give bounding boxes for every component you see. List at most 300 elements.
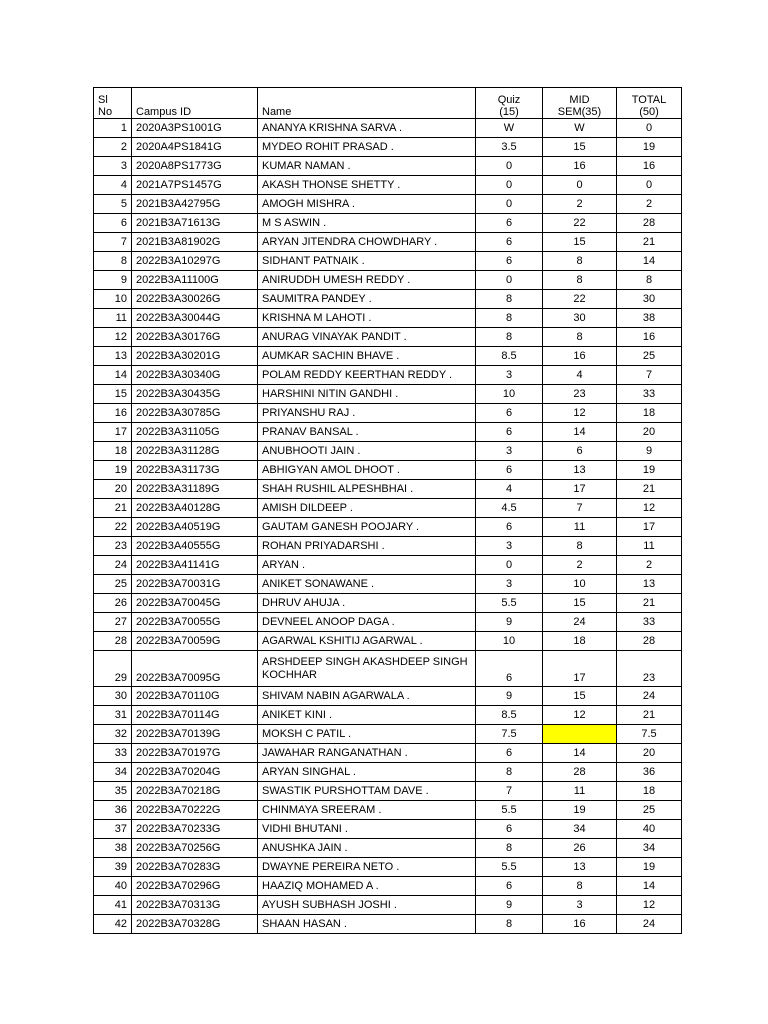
cell-quiz: 0	[476, 195, 543, 214]
table-row	[94, 480, 682, 499]
cell-name: PRIYANSHU RAJ .	[258, 404, 476, 423]
cell-mid-sem: 16	[543, 157, 617, 176]
table-row	[94, 309, 682, 328]
cell-campus-id: 2020A4PS1841G	[132, 138, 258, 157]
cell-mid-sem: 12	[543, 404, 617, 423]
cell-quiz: 9	[476, 613, 543, 632]
cell-mid-sem: 3	[543, 896, 617, 915]
cell-campus-id: 2022B3A70031G	[132, 575, 258, 594]
table-row	[94, 214, 682, 233]
cell-total: 21	[617, 594, 682, 613]
cell-campus-id: 2022B3A30026G	[132, 290, 258, 309]
cell-campus-id: 2022B3A30176G	[132, 328, 258, 347]
cell-sl-no: 33	[94, 744, 132, 763]
table-row	[94, 328, 682, 347]
cell-mid-sem: 10	[543, 575, 617, 594]
cell-sl-no: 15	[94, 385, 132, 404]
table-row	[94, 385, 682, 404]
col-header-sl-no	[94, 88, 132, 119]
cell-total: 21	[617, 706, 682, 725]
cell-sl-no: 5	[94, 195, 132, 214]
cell-quiz: 6	[476, 744, 543, 763]
cell-campus-id: 2022B3A10297G	[132, 252, 258, 271]
cell-campus-id: 2021B3A71613G	[132, 214, 258, 233]
cell-mid-sem: 15	[543, 233, 617, 252]
table-row	[94, 442, 682, 461]
cell-total: 34	[617, 839, 682, 858]
cell-sl-no: 30	[94, 687, 132, 706]
cell-name: DWAYNE PEREIRA NETO .	[258, 858, 476, 877]
cell-campus-id: 2022B3A40128G	[132, 499, 258, 518]
cell-sl-no: 9	[94, 271, 132, 290]
cell-sl-no: 34	[94, 763, 132, 782]
cell-mid-sem: 15	[543, 594, 617, 613]
cell-campus-id: 2020A3PS1001G	[132, 119, 258, 138]
cell-quiz: 6	[476, 518, 543, 537]
cell-quiz: 3.5	[476, 138, 543, 157]
cell-total: 17	[617, 518, 682, 537]
cell-quiz: 0	[476, 556, 543, 575]
cell-quiz: 3	[476, 366, 543, 385]
cell-sl-no: 14	[94, 366, 132, 385]
cell-campus-id: 2022B3A70139G	[132, 725, 258, 744]
cell-quiz: 6	[476, 214, 543, 233]
cell-campus-id: 2022B3A31128G	[132, 442, 258, 461]
cell-mid-sem: 14	[543, 423, 617, 442]
cell-mid-sem: 16	[543, 347, 617, 366]
cell-sl-no: 28	[94, 632, 132, 651]
table-row	[94, 499, 682, 518]
cell-mid-sem: 8	[543, 252, 617, 271]
cell-quiz: 0	[476, 157, 543, 176]
cell-campus-id: 2022B3A30785G	[132, 404, 258, 423]
cell-name: PRANAV BANSAL .	[258, 423, 476, 442]
cell-total: 24	[617, 915, 682, 934]
cell-campus-id: 2022B3A70204G	[132, 763, 258, 782]
cell-quiz: 3	[476, 442, 543, 461]
col-header-name	[258, 88, 476, 119]
cell-quiz: 8.5	[476, 706, 543, 725]
cell-quiz: 6	[476, 877, 543, 896]
cell-mid-sem: 15	[543, 687, 617, 706]
cell-sl-no: 41	[94, 896, 132, 915]
table-row	[94, 820, 682, 839]
cell-total: 23	[617, 651, 682, 687]
cell-mid-sem: 8	[543, 271, 617, 290]
cell-campus-id: 2022B3A30201G	[132, 347, 258, 366]
cell-total: 20	[617, 744, 682, 763]
table-row	[94, 252, 682, 271]
table-row	[94, 575, 682, 594]
cell-quiz: 10	[476, 385, 543, 404]
table-row	[94, 195, 682, 214]
total-header-line1: TOTAL	[631, 94, 667, 106]
cell-name: AGARWAL KSHITIJ AGARWAL .	[258, 632, 476, 651]
table-row	[94, 518, 682, 537]
cell-sl-no: 10	[94, 290, 132, 309]
grade-rows	[94, 119, 682, 934]
cell-name: JAWAHAR RANGANATHAN .	[258, 744, 476, 763]
cell-name: AMISH DILDEEP .	[258, 499, 476, 518]
cell-sl-no: 23	[94, 537, 132, 556]
cell-sl-no: 39	[94, 858, 132, 877]
cell-mid-sem: 17	[543, 651, 617, 687]
table-row	[94, 290, 682, 309]
table-row	[94, 725, 682, 744]
cell-name: ANIKET SONAWANE .	[258, 575, 476, 594]
cell-sl-no: 31	[94, 706, 132, 725]
table-row	[94, 537, 682, 556]
cell-name: SWASTIK PURSHOTTAM DAVE .	[258, 782, 476, 801]
cell-name: HAAZIQ MOHAMED A .	[258, 877, 476, 896]
cell-total: 19	[617, 858, 682, 877]
name-header: Name	[262, 106, 292, 118]
cell-name: ARYAN SINGHAL .	[258, 763, 476, 782]
cell-mid-sem	[543, 725, 617, 744]
cell-name: AYUSH SUBHASH JOSHI .	[258, 896, 476, 915]
table-row	[94, 594, 682, 613]
cell-sl-no: 40	[94, 877, 132, 896]
table-row	[94, 744, 682, 763]
cell-quiz: 6	[476, 404, 543, 423]
cell-campus-id: 2020A8PS1773G	[132, 157, 258, 176]
col-header-quiz	[476, 88, 543, 119]
cell-quiz: 8	[476, 763, 543, 782]
table-row	[94, 877, 682, 896]
cell-name: MOKSH C PATIL .	[258, 725, 476, 744]
cell-campus-id: 2022B3A70114G	[132, 706, 258, 725]
cell-mid-sem: 4	[543, 366, 617, 385]
cell-mid-sem: 0	[543, 176, 617, 195]
cell-name: ANURAG VINAYAK PANDIT .	[258, 328, 476, 347]
cell-sl-no: 35	[94, 782, 132, 801]
cell-mid-sem: 24	[543, 613, 617, 632]
cell-campus-id: 2021A7PS1457G	[132, 176, 258, 195]
cell-sl-no: 7	[94, 233, 132, 252]
cell-mid-sem: 11	[543, 782, 617, 801]
grades-table	[93, 87, 682, 934]
cell-total: 19	[617, 461, 682, 480]
cell-total: 14	[617, 252, 682, 271]
cell-name: SHIVAM NABIN AGARWALA .	[258, 687, 476, 706]
cell-sl-no: 24	[94, 556, 132, 575]
cell-quiz: 8	[476, 328, 543, 347]
col-header-campus-id	[132, 88, 258, 119]
cell-total: 25	[617, 347, 682, 366]
cell-total: 33	[617, 613, 682, 632]
mid-header-line1: MID	[569, 94, 590, 106]
cell-total: 25	[617, 801, 682, 820]
cell-mid-sem: 17	[543, 480, 617, 499]
cell-name: ANUBHOOTI JAIN .	[258, 442, 476, 461]
table-row	[94, 763, 682, 782]
cell-name: M S ASWIN .	[258, 214, 476, 233]
cell-sl-no: 3	[94, 157, 132, 176]
cell-total: 38	[617, 309, 682, 328]
cell-total: 0	[617, 176, 682, 195]
cell-quiz: 8	[476, 309, 543, 328]
cell-total: 8	[617, 271, 682, 290]
cell-campus-id: 2022B3A40555G	[132, 537, 258, 556]
cell-sl-no: 12	[94, 328, 132, 347]
cell-mid-sem: 22	[543, 290, 617, 309]
cell-mid-sem: 30	[543, 309, 617, 328]
cell-sl-no: 26	[94, 594, 132, 613]
cell-name: KUMAR NAMAN .	[258, 157, 476, 176]
table-row	[94, 233, 682, 252]
cell-quiz: 0	[476, 271, 543, 290]
header-row	[94, 88, 682, 119]
table-row	[94, 632, 682, 651]
table-row	[94, 687, 682, 706]
cell-campus-id: 2022B3A30435G	[132, 385, 258, 404]
quiz-header-line1: Quiz	[497, 94, 521, 106]
cell-total: 7	[617, 366, 682, 385]
cell-campus-id: 2022B3A70222G	[132, 801, 258, 820]
cell-name: GAUTAM GANESH POOJARY .	[258, 518, 476, 537]
cell-quiz: 0	[476, 176, 543, 195]
cell-total: 2	[617, 195, 682, 214]
cell-sl-no: 25	[94, 575, 132, 594]
table-row	[94, 119, 682, 138]
cell-total: 21	[617, 480, 682, 499]
cell-mid-sem: 14	[543, 744, 617, 763]
cell-mid-sem: 13	[543, 858, 617, 877]
cell-name: POLAM REDDY KEERTHAN REDDY .	[258, 366, 476, 385]
cell-name: SHAAN HASAN .	[258, 915, 476, 934]
table-row	[94, 651, 682, 687]
cell-quiz: 9	[476, 896, 543, 915]
cell-total: 18	[617, 782, 682, 801]
cell-campus-id: 2022B3A70055G	[132, 613, 258, 632]
cell-mid-sem: 13	[543, 461, 617, 480]
cell-sl-no: 37	[94, 820, 132, 839]
cell-sl-no: 8	[94, 252, 132, 271]
cell-quiz: 6	[476, 461, 543, 480]
table-row	[94, 896, 682, 915]
cell-sl-no: 42	[94, 915, 132, 934]
cell-quiz: 3	[476, 575, 543, 594]
cell-campus-id: 2022B3A70218G	[132, 782, 258, 801]
cell-campus-id: 2022B3A40519G	[132, 518, 258, 537]
cell-total: 0	[617, 119, 682, 138]
cell-name: VIDHI BHUTANI .	[258, 820, 476, 839]
cell-mid-sem: 8	[543, 328, 617, 347]
cell-mid-sem: 23	[543, 385, 617, 404]
cell-sl-no: 18	[94, 442, 132, 461]
cell-name: ARYAN JITENDRA CHOWDHARY .	[258, 233, 476, 252]
cell-name: ARSHDEEP SINGH AKASHDEEP SINGH KOCHHAR	[258, 651, 476, 687]
cell-sl-no: 20	[94, 480, 132, 499]
cell-quiz: 8	[476, 839, 543, 858]
cell-total: 11	[617, 537, 682, 556]
cell-mid-sem: 6	[543, 442, 617, 461]
campus-id-header: Campus ID	[136, 106, 192, 118]
cell-quiz: 6	[476, 651, 543, 687]
cell-sl-no: 36	[94, 801, 132, 820]
cell-sl-no: 21	[94, 499, 132, 518]
cell-mid-sem: 16	[543, 915, 617, 934]
cell-quiz: 8	[476, 915, 543, 934]
cell-sl-no: 16	[94, 404, 132, 423]
cell-total: 28	[617, 632, 682, 651]
cell-campus-id: 2022B3A70095G	[132, 651, 258, 687]
table-row	[94, 461, 682, 480]
cell-sl-no: 13	[94, 347, 132, 366]
cell-quiz: 6	[476, 252, 543, 271]
cell-quiz: 7.5	[476, 725, 543, 744]
cell-campus-id: 2021B3A81902G	[132, 233, 258, 252]
cell-campus-id: 2022B3A30340G	[132, 366, 258, 385]
cell-name: CHINMAYA SREERAM .	[258, 801, 476, 820]
cell-name: AMOGH MISHRA .	[258, 195, 476, 214]
cell-campus-id: 2022B3A70296G	[132, 877, 258, 896]
cell-mid-sem: 12	[543, 706, 617, 725]
cell-total: 13	[617, 575, 682, 594]
cell-campus-id: 2022B3A70256G	[132, 839, 258, 858]
table-row	[94, 858, 682, 877]
cell-sl-no: 27	[94, 613, 132, 632]
cell-quiz: 7	[476, 782, 543, 801]
cell-name: ANUSHKA JAIN .	[258, 839, 476, 858]
cell-mid-sem: 26	[543, 839, 617, 858]
table-row	[94, 138, 682, 157]
mid-header-line2: SEM(35)	[557, 106, 602, 118]
cell-campus-id: 2022B3A70283G	[132, 858, 258, 877]
cell-total: 18	[617, 404, 682, 423]
cell-campus-id: 2022B3A70045G	[132, 594, 258, 613]
cell-mid-sem: 22	[543, 214, 617, 233]
cell-total: 28	[617, 214, 682, 233]
cell-campus-id: 2022B3A70233G	[132, 820, 258, 839]
cell-sl-no: 19	[94, 461, 132, 480]
table-row	[94, 782, 682, 801]
cell-total: 40	[617, 820, 682, 839]
cell-quiz: 3	[476, 537, 543, 556]
col-header-total	[617, 88, 682, 119]
cell-name: SIDHANT PATNAIK .	[258, 252, 476, 271]
cell-name: AUMKAR SACHIN BHAVE .	[258, 347, 476, 366]
cell-name: SHAH RUSHIL ALPESHBHAI .	[258, 480, 476, 499]
cell-campus-id: 2022B3A31105G	[132, 423, 258, 442]
cell-mid-sem: W	[543, 119, 617, 138]
cell-total: 7.5	[617, 725, 682, 744]
cell-quiz: 6	[476, 423, 543, 442]
table-row	[94, 613, 682, 632]
cell-name: MYDEO ROHIT PRASAD .	[258, 138, 476, 157]
col-header-mid-sem	[543, 88, 617, 119]
cell-quiz: 5.5	[476, 801, 543, 820]
table-row	[94, 556, 682, 575]
table-row	[94, 404, 682, 423]
quiz-header-line2: (15)	[499, 106, 519, 118]
cell-campus-id: 2022B3A70059G	[132, 632, 258, 651]
table-row	[94, 176, 682, 195]
cell-total: 12	[617, 896, 682, 915]
cell-campus-id: 2022B3A11100G	[132, 271, 258, 290]
cell-total: 24	[617, 687, 682, 706]
cell-quiz: 6	[476, 820, 543, 839]
cell-quiz: 8	[476, 290, 543, 309]
cell-campus-id: 2022B3A70328G	[132, 915, 258, 934]
sl-header-line2: No	[98, 106, 113, 118]
total-header-line2: (50)	[639, 106, 659, 118]
table-row	[94, 347, 682, 366]
cell-mid-sem: 18	[543, 632, 617, 651]
cell-campus-id: 2022B3A41141G	[132, 556, 258, 575]
cell-mid-sem: 28	[543, 763, 617, 782]
cell-campus-id: 2022B3A70313G	[132, 896, 258, 915]
cell-total: 21	[617, 233, 682, 252]
cell-mid-sem: 8	[543, 877, 617, 896]
table-row	[94, 839, 682, 858]
cell-mid-sem: 8	[543, 537, 617, 556]
table-row	[94, 366, 682, 385]
cell-mid-sem: 2	[543, 556, 617, 575]
cell-total: 16	[617, 328, 682, 347]
cell-total: 20	[617, 423, 682, 442]
cell-sl-no: 29	[94, 651, 132, 687]
cell-campus-id: 2022B3A31189G	[132, 480, 258, 499]
table-row	[94, 157, 682, 176]
cell-quiz: W	[476, 119, 543, 138]
table-row	[94, 706, 682, 725]
cell-quiz: 4.5	[476, 499, 543, 518]
cell-name: AKASH THONSE SHETTY .	[258, 176, 476, 195]
cell-quiz: 4	[476, 480, 543, 499]
cell-total: 2	[617, 556, 682, 575]
cell-quiz: 9	[476, 687, 543, 706]
cell-sl-no: 6	[94, 214, 132, 233]
cell-mid-sem: 7	[543, 499, 617, 518]
cell-campus-id: 2022B3A30044G	[132, 309, 258, 328]
table-row	[94, 915, 682, 934]
cell-mid-sem: 15	[543, 138, 617, 157]
sl-header-line1: Sl	[98, 94, 108, 106]
cell-total: 19	[617, 138, 682, 157]
cell-mid-sem: 34	[543, 820, 617, 839]
cell-name: HARSHINI NITIN GANDHI .	[258, 385, 476, 404]
cell-name: ANIKET KINI .	[258, 706, 476, 725]
cell-quiz: 10	[476, 632, 543, 651]
cell-name: KRISHNA M LAHOTI .	[258, 309, 476, 328]
cell-sl-no: 17	[94, 423, 132, 442]
cell-sl-no: 4	[94, 176, 132, 195]
cell-sl-no: 38	[94, 839, 132, 858]
cell-name: ABHIGYAN AMOL DHOOT .	[258, 461, 476, 480]
cell-campus-id: 2022B3A31173G	[132, 461, 258, 480]
cell-campus-id: 2022B3A70197G	[132, 744, 258, 763]
cell-total: 12	[617, 499, 682, 518]
cell-mid-sem: 2	[543, 195, 617, 214]
cell-total: 14	[617, 877, 682, 896]
cell-quiz: 8.5	[476, 347, 543, 366]
cell-mid-sem: 11	[543, 518, 617, 537]
cell-name: ARYAN .	[258, 556, 476, 575]
cell-sl-no: 11	[94, 309, 132, 328]
cell-sl-no: 2	[94, 138, 132, 157]
table-row	[94, 423, 682, 442]
cell-total: 36	[617, 763, 682, 782]
cell-name: DEVNEEL ANOOP DAGA .	[258, 613, 476, 632]
cell-sl-no: 22	[94, 518, 132, 537]
cell-campus-id: 2022B3A70110G	[132, 687, 258, 706]
cell-campus-id: 2021B3A42795G	[132, 195, 258, 214]
cell-name: DHRUV AHUJA .	[258, 594, 476, 613]
cell-sl-no: 1	[94, 119, 132, 138]
table-row	[94, 801, 682, 820]
cell-name: SAUMITRA PANDEY .	[258, 290, 476, 309]
